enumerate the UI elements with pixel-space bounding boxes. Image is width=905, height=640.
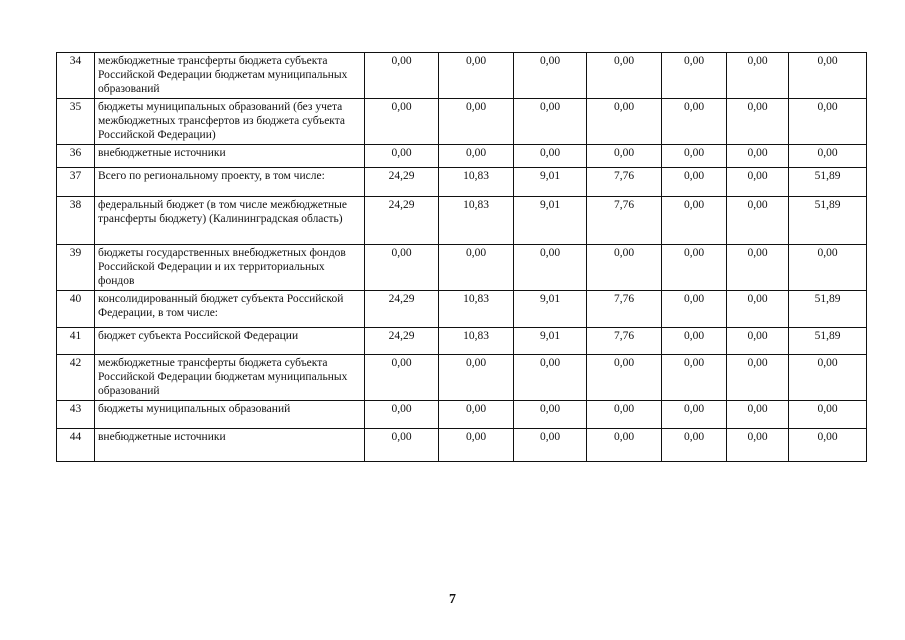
value-cell: 0,00 xyxy=(587,245,662,291)
row-number-cell: 37 xyxy=(57,168,95,197)
value-cell: 0,00 xyxy=(789,53,867,99)
value-cell: 0,00 xyxy=(365,401,439,429)
value-cell: 0,00 xyxy=(514,53,587,99)
value-cell: 0,00 xyxy=(662,168,727,197)
row-name-cell: консолидированный бюджет субъекта Российской Федерации, в том числе: xyxy=(95,291,365,328)
value-cell: 10,83 xyxy=(439,291,514,328)
budget-table xyxy=(56,52,867,462)
row-name-cell: бюджеты муниципальных образований xyxy=(95,401,365,429)
row-name-cell: бюджет субъекта Российской Федерации xyxy=(95,328,365,355)
table-row xyxy=(57,197,867,245)
value-cell: 0,00 xyxy=(439,355,514,401)
value-cell: 7,76 xyxy=(587,328,662,355)
row-name-cell: внебюджетные источники xyxy=(95,429,365,462)
value-cell: 10,83 xyxy=(439,168,514,197)
row-number-cell: 41 xyxy=(57,328,95,355)
value-cell: 9,01 xyxy=(514,197,587,245)
value-cell: 0,00 xyxy=(514,401,587,429)
value-cell: 0,00 xyxy=(365,99,439,145)
value-cell: 51,89 xyxy=(789,197,867,245)
value-cell: 0,00 xyxy=(662,328,727,355)
value-cell: 0,00 xyxy=(365,429,439,462)
value-cell: 7,76 xyxy=(587,168,662,197)
value-cell: 0,00 xyxy=(514,99,587,145)
row-name-cell: бюджеты государственных внебюджетных фондов Российской Федерации и их территориальных фондов xyxy=(95,245,365,291)
value-cell: 7,76 xyxy=(587,291,662,328)
value-cell: 9,01 xyxy=(514,291,587,328)
value-cell: 0,00 xyxy=(662,245,727,291)
value-cell: 0,00 xyxy=(789,145,867,168)
value-cell: 0,00 xyxy=(662,99,727,145)
row-number-cell: 40 xyxy=(57,291,95,328)
value-cell: 0,00 xyxy=(365,145,439,168)
row-number-cell: 44 xyxy=(57,429,95,462)
value-cell: 0,00 xyxy=(662,53,727,99)
value-cell: 0,00 xyxy=(439,53,514,99)
value-cell: 0,00 xyxy=(727,197,789,245)
value-cell: 0,00 xyxy=(727,355,789,401)
row-number-cell: 34 xyxy=(57,53,95,99)
value-cell: 0,00 xyxy=(789,429,867,462)
value-cell: 0,00 xyxy=(587,145,662,168)
value-cell: 0,00 xyxy=(439,99,514,145)
row-name-cell: межбюджетные трансферты бюджета субъекта Российской Федерации бюджетам муниципальных образований xyxy=(95,53,365,99)
value-cell: 9,01 xyxy=(514,328,587,355)
value-cell: 0,00 xyxy=(439,245,514,291)
value-cell: 0,00 xyxy=(587,99,662,145)
row-name-cell: бюджеты муниципальных образований (без учета межбюджетных трансфертов из бюджета субъекта Российской Федерации) xyxy=(95,99,365,145)
value-cell: 0,00 xyxy=(727,168,789,197)
value-cell: 0,00 xyxy=(365,53,439,99)
table-row xyxy=(57,245,867,291)
value-cell: 0,00 xyxy=(727,401,789,429)
value-cell: 0,00 xyxy=(789,245,867,291)
value-cell: 0,00 xyxy=(662,291,727,328)
value-cell: 0,00 xyxy=(365,245,439,291)
row-number-cell: 36 xyxy=(57,145,95,168)
table-row xyxy=(57,99,867,145)
row-name-cell: внебюджетные источники xyxy=(95,145,365,168)
value-cell: 0,00 xyxy=(587,53,662,99)
value-cell: 0,00 xyxy=(662,429,727,462)
value-cell: 51,89 xyxy=(789,328,867,355)
value-cell: 0,00 xyxy=(587,429,662,462)
value-cell: 7,76 xyxy=(587,197,662,245)
row-name-cell: межбюджетные трансферты бюджета субъекта Российской Федерации бюджетам муниципальных образований xyxy=(95,355,365,401)
value-cell: 24,29 xyxy=(365,197,439,245)
value-cell: 0,00 xyxy=(514,145,587,168)
row-name-cell: федеральный бюджет (в том числе межбюджетные трансферты бюджету) (Калининградская область) xyxy=(95,197,365,245)
table-row xyxy=(57,168,867,197)
table-row xyxy=(57,401,867,429)
row-number-cell: 42 xyxy=(57,355,95,401)
value-cell: 0,00 xyxy=(439,429,514,462)
value-cell: 0,00 xyxy=(727,291,789,328)
table-row xyxy=(57,145,867,168)
value-cell: 24,29 xyxy=(365,328,439,355)
row-number-cell: 43 xyxy=(57,401,95,429)
budget-table-body xyxy=(57,53,867,462)
value-cell: 0,00 xyxy=(662,197,727,245)
value-cell: 0,00 xyxy=(662,401,727,429)
value-cell: 0,00 xyxy=(514,245,587,291)
value-cell: 0,00 xyxy=(514,429,587,462)
value-cell: 0,00 xyxy=(727,99,789,145)
value-cell: 51,89 xyxy=(789,168,867,197)
value-cell: 0,00 xyxy=(662,145,727,168)
value-cell: 0,00 xyxy=(662,355,727,401)
value-cell: 0,00 xyxy=(439,401,514,429)
row-name-cell: Всего по региональному проекту, в том числе: xyxy=(95,168,365,197)
value-cell: 0,00 xyxy=(727,53,789,99)
table-row xyxy=(57,328,867,355)
value-cell: 51,89 xyxy=(789,291,867,328)
value-cell: 0,00 xyxy=(514,355,587,401)
row-number-cell: 35 xyxy=(57,99,95,145)
value-cell: 10,83 xyxy=(439,328,514,355)
value-cell: 0,00 xyxy=(789,401,867,429)
row-number-cell: 39 xyxy=(57,245,95,291)
value-cell: 0,00 xyxy=(587,401,662,429)
value-cell: 0,00 xyxy=(439,145,514,168)
value-cell: 0,00 xyxy=(789,99,867,145)
page-number: 7 xyxy=(449,592,456,607)
value-cell: 24,29 xyxy=(365,291,439,328)
table-row xyxy=(57,429,867,462)
value-cell: 0,00 xyxy=(727,328,789,355)
table-row xyxy=(57,355,867,401)
row-number-cell: 38 xyxy=(57,197,95,245)
value-cell: 0,00 xyxy=(587,355,662,401)
value-cell: 0,00 xyxy=(365,355,439,401)
value-cell: 0,00 xyxy=(727,145,789,168)
value-cell: 24,29 xyxy=(365,168,439,197)
value-cell: 10,83 xyxy=(439,197,514,245)
value-cell: 9,01 xyxy=(514,168,587,197)
value-cell: 0,00 xyxy=(789,355,867,401)
value-cell: 0,00 xyxy=(727,245,789,291)
value-cell: 0,00 xyxy=(727,429,789,462)
table-row xyxy=(57,291,867,328)
table-row xyxy=(57,53,867,99)
